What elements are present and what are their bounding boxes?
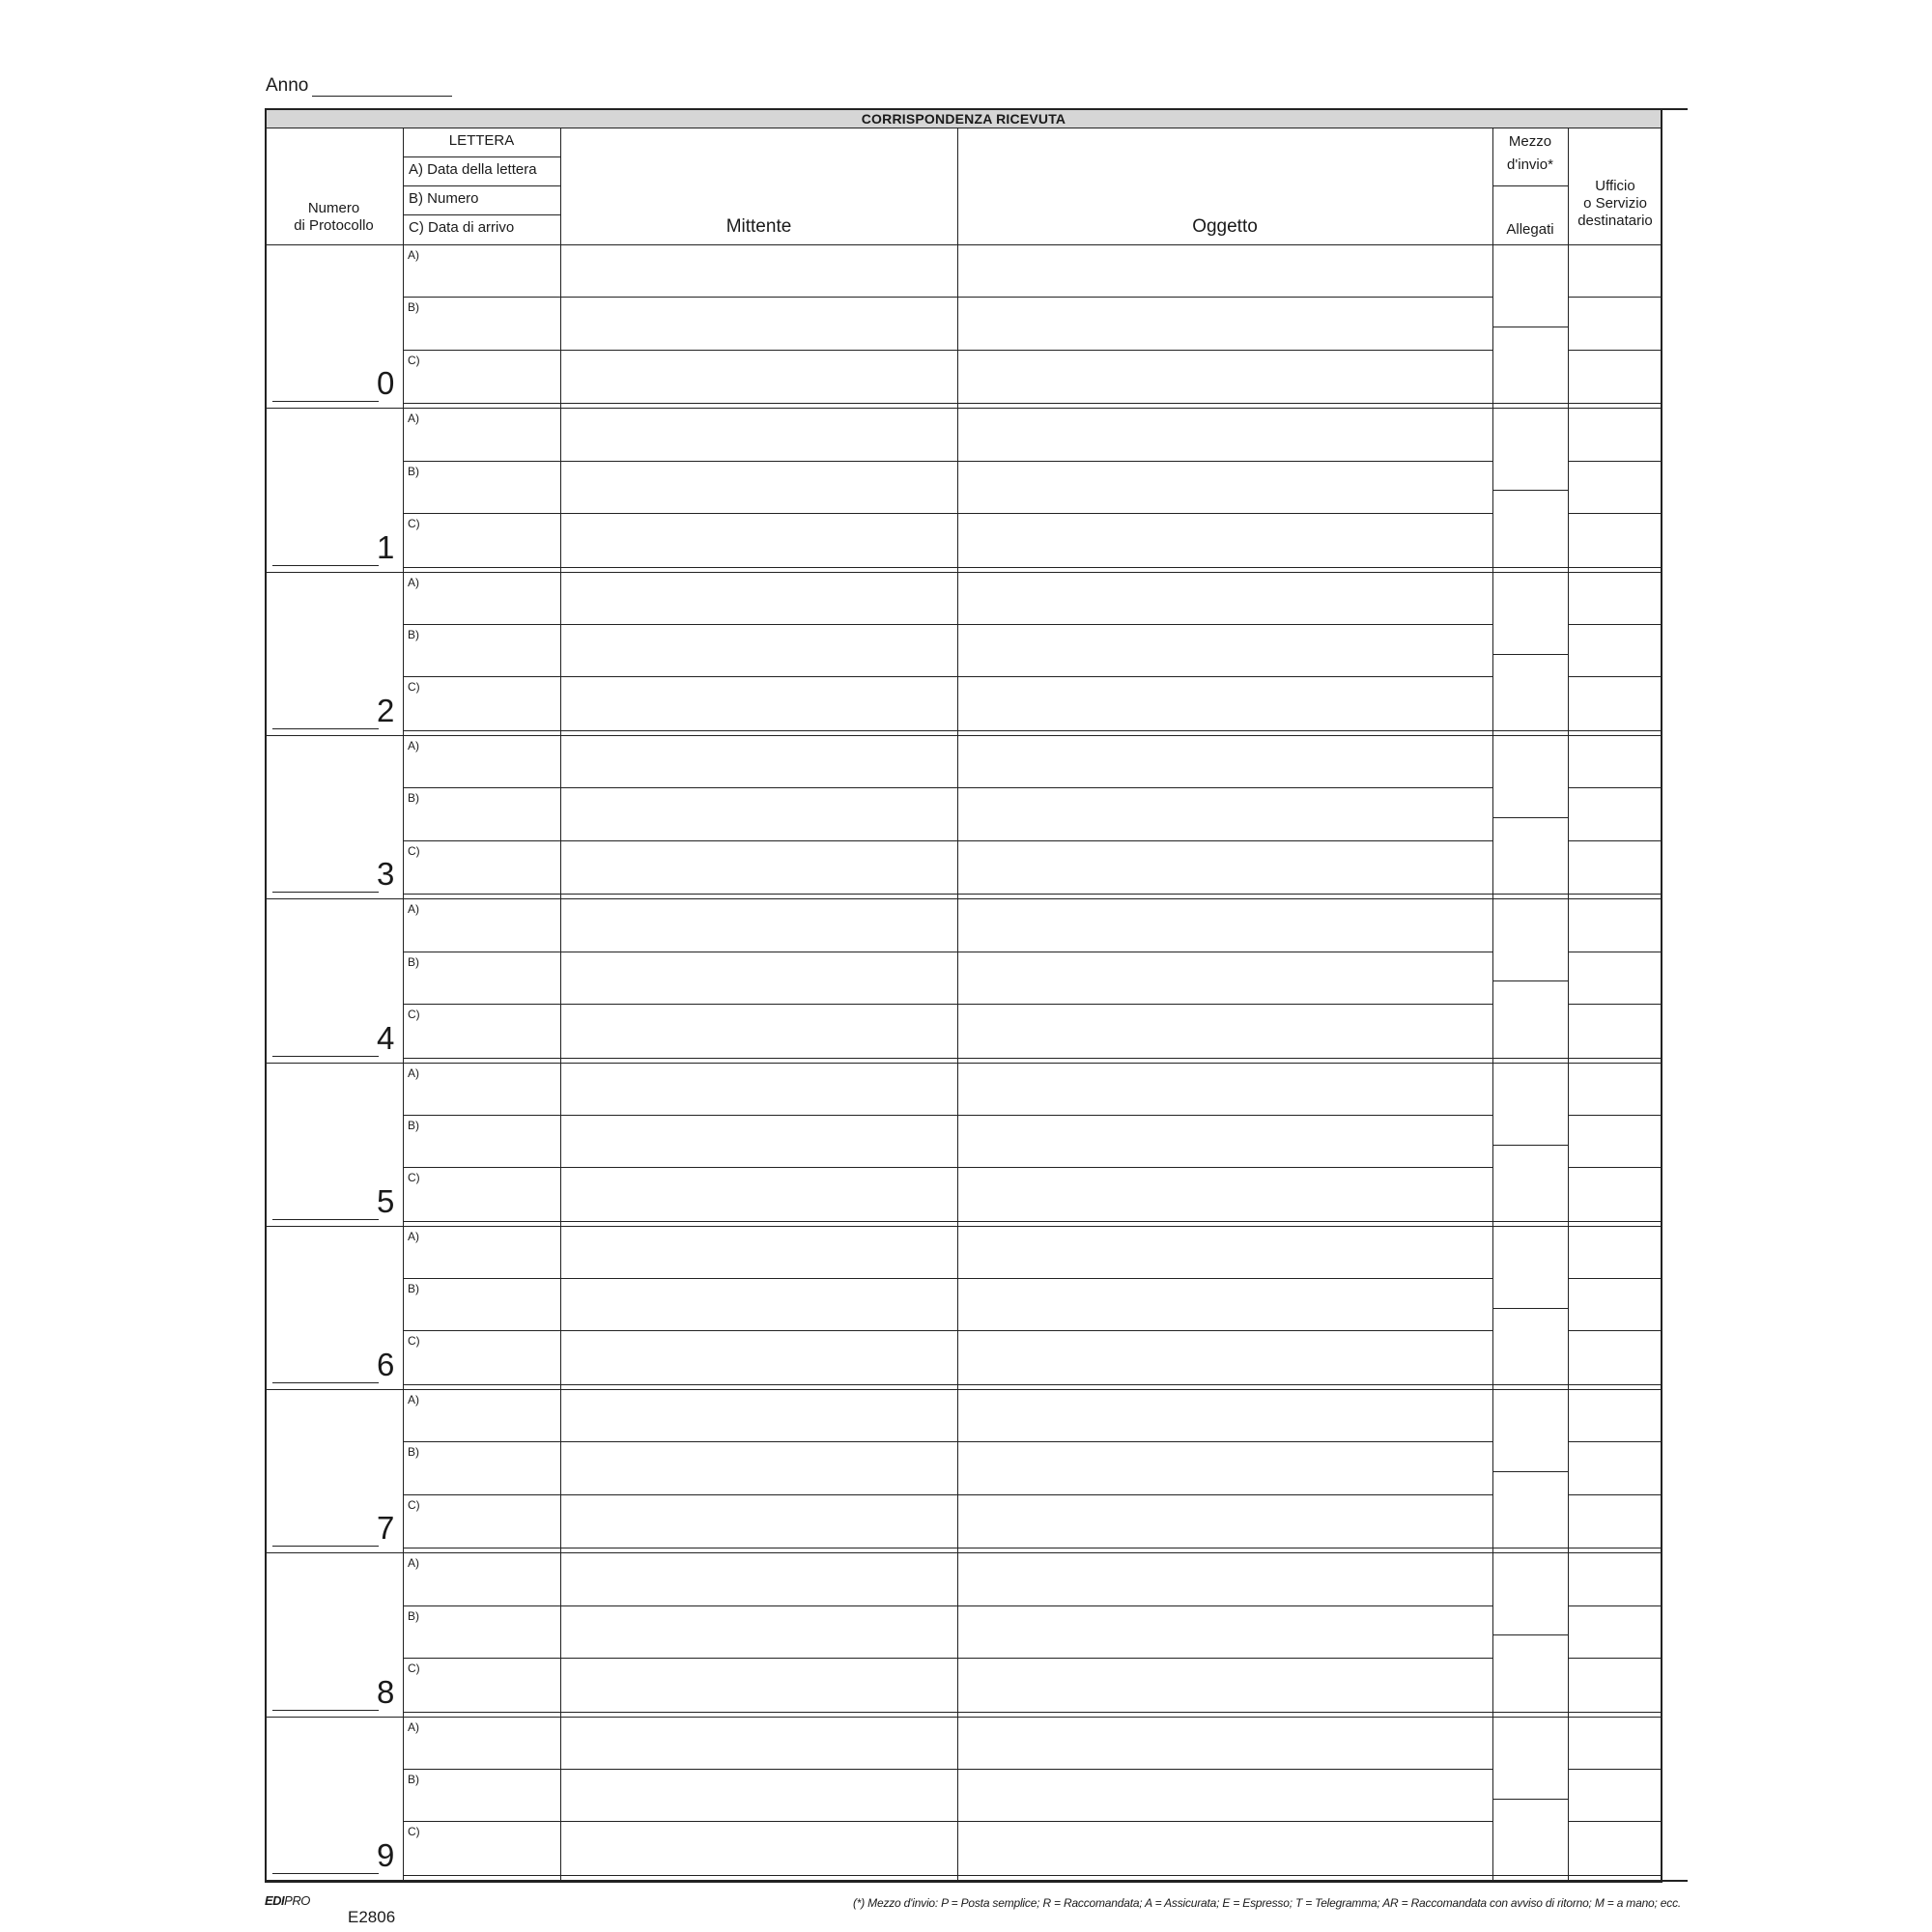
sub-label: B) [408,791,419,806]
sub-row-line [560,1441,1492,1442]
sub-label: C) [408,680,420,695]
sub-row-line [1568,1658,1662,1659]
sub-label: C) [408,1662,420,1675]
sub-row-line [1568,1441,1662,1442]
header-data-arrivo: C) Data di arrivo [409,219,515,236]
header-allegati: Allegati [1506,221,1554,238]
sub-row-line [403,297,560,298]
header-ufficio-3: destinatario [1577,213,1653,229]
sub-row-line [403,1167,560,1168]
sub-label: A) [408,1393,419,1407]
protocol-number: 3 [377,856,395,893]
protocol-blank [272,1518,379,1547]
protocol-blank [272,1191,379,1220]
sub-row-line [560,1167,1492,1168]
sub-row-line [560,1004,1492,1005]
sub-row-line [560,297,1492,298]
sub-label: B) [408,1282,419,1296]
column-divider [560,128,561,1881]
sub-row-line [403,787,560,788]
sub-label: A) [408,412,419,426]
group-rule [265,408,1662,409]
protocol-blank [272,1682,379,1711]
protocol-number: 2 [377,692,395,728]
sub-row-line [403,676,560,677]
section-banner: CORRISPONDENZA RICEVUTA [267,110,1661,128]
sub-row-line [403,1004,560,1005]
header-dinvio: d'invio* [1507,156,1553,173]
sub-row-line [403,1494,560,1495]
sub-row-line [1568,461,1662,462]
sub-label: C) [408,843,420,858]
sub-row-line [403,1115,560,1116]
protocol-number: 0 [377,365,395,402]
sub-row-line [403,350,560,351]
header-di-protocollo: di Protocollo [294,217,374,234]
sub-label: B) [408,1445,419,1460]
sub-row-line [1568,1330,1662,1331]
allegati-divider [1492,1471,1568,1472]
sub-row-line [1568,1769,1662,1770]
sub-label: B) [408,627,419,641]
allegati-divider [1492,1634,1568,1635]
group-rule [265,1063,1662,1064]
sub-row-line [403,840,560,841]
sub-label: B) [408,464,419,478]
allegati-divider [1492,1145,1568,1146]
sub-label: C) [408,516,420,530]
anno-field [266,75,452,97]
sub-row-line [403,1821,560,1822]
group-rule [265,572,1662,573]
header-ufficio [1568,178,1662,230]
sub-row-line [403,1441,560,1442]
header-ufficio-1: Ufficio [1595,178,1635,194]
sub-label: A) [408,575,419,589]
sub-label: A) [408,1556,419,1571]
sub-label: A) [408,1719,419,1734]
sub-label: B) [408,1118,419,1132]
sub-row-line [560,840,1492,841]
protocol-number: 8 [377,1673,395,1710]
protocol-number: 1 [377,528,395,565]
protocol-number: 7 [377,1510,395,1547]
group-rule [265,1389,1662,1390]
sub-row-line [560,1278,1492,1279]
footnote-mezzo-invio: (*) Mezzo d'invio: P = Posta semplice; R = Raccomandata; A = Assicurata; E = Espresso; T = Telegramma; AR = Raccomandata con avviso di ritorno; M = a mano; ecc. [852,1896,1681,1910]
brand-light: PRO [284,1893,310,1908]
sub-label: C) [408,1825,420,1839]
header-numero: Numero [307,200,360,216]
sub-row-line [560,1821,1492,1822]
protocol-blank [272,1845,379,1874]
sub-row-line [560,1769,1492,1770]
sub-row-line [560,1605,1492,1606]
sub-row-line [403,1278,560,1279]
protocol-blank [272,700,379,729]
sub-row-line [560,461,1492,462]
protocol-blank [272,864,379,893]
sub-row-line [403,1330,560,1331]
sub-label: A) [408,738,419,753]
sub-row-line [1568,624,1662,625]
header-lettera: LETTERA [448,132,515,149]
protocol-blank [272,1028,379,1057]
register-form [265,108,1682,1883]
sub-row-line [1568,513,1662,514]
protocol-blank [272,537,379,566]
sub-row-line [403,1605,560,1606]
sub-row-line [1568,676,1662,677]
form-bottom-rule [265,1880,1688,1882]
sub-row-line [560,350,1492,351]
header-divider [403,185,560,186]
sub-row-line [403,461,560,462]
header-bottom-rule [265,244,1662,245]
sub-row-line [1568,1278,1662,1279]
sub-row-line [560,676,1492,677]
allegati-divider [1492,980,1568,981]
group-rule [265,735,1662,736]
sub-label: C) [408,353,420,367]
group-rule [403,567,1662,568]
allegati-divider [1492,490,1568,491]
header-numero-b: B) Numero [409,190,479,207]
column-divider [403,128,404,1881]
protocol-number: 5 [377,1182,395,1219]
header-ufficio-2: o Servizio [1583,195,1647,212]
group-rule [403,1712,1662,1713]
allegati-divider [1492,1308,1568,1309]
sub-label: A) [408,1229,419,1243]
form-code: E2806 [348,1908,396,1926]
sub-row-line [560,624,1492,625]
sub-label: C) [408,1007,420,1021]
sub-row-line [1568,1821,1662,1822]
sub-label: B) [408,300,419,315]
sub-row-line [1568,350,1662,351]
group-rule [265,898,1662,899]
group-rule [403,1875,1662,1876]
sub-label: C) [408,1171,420,1185]
sub-row-line [1568,1004,1662,1005]
sub-row-line [1568,787,1662,788]
sub-label: B) [408,1773,419,1786]
sub-row-line [1568,1494,1662,1495]
header-numero-protocollo [265,200,403,235]
sub-row-line [560,513,1492,514]
protocol-number: 4 [377,1019,395,1056]
sub-label: A) [408,902,419,917]
sub-row-line [403,513,560,514]
sub-row-line [1568,1605,1662,1606]
group-rule [403,894,1662,895]
sub-label: A) [408,1065,419,1080]
brand-logo [265,1893,310,1908]
sub-label: A) [408,248,419,262]
group-rule [265,1552,1662,1553]
column-divider [957,128,958,1881]
sub-row-line [1568,1167,1662,1168]
header-mezzo: Mezzo [1508,133,1552,150]
sub-row-line [1568,1115,1662,1116]
anno-label: Anno [266,75,309,96]
header-mezzo-invio [1492,133,1568,174]
group-rule [265,1226,1662,1227]
header-divider [1492,185,1568,186]
group-rule [403,1384,1662,1385]
group-rule [265,1717,1662,1718]
header-divider [403,214,560,215]
column-divider [1568,128,1569,1881]
allegati-divider [1492,817,1568,818]
group-rule [403,730,1662,731]
group-rule [403,403,1662,404]
form-frame [265,108,1662,1883]
allegati-divider [1492,654,1568,655]
header-oggetto: Oggetto [1192,216,1258,237]
sub-label: C) [408,1334,420,1349]
column-divider [1492,128,1493,1881]
sub-row-line [403,624,560,625]
sub-row-line [1568,840,1662,841]
group-rule [403,1058,1662,1059]
header-data-lettera: A) Data della lettera [409,161,537,178]
sub-row-line [560,1330,1492,1331]
allegati-divider [1492,1799,1568,1800]
sub-row-line [560,787,1492,788]
group-rule [403,1221,1662,1222]
protocol-blank [272,373,379,402]
protocol-blank [272,1354,379,1383]
sub-row-line [403,1658,560,1659]
protocol-number: 6 [377,1347,395,1383]
sub-row-line [1568,297,1662,298]
sub-row-line [560,1658,1492,1659]
header-divider [403,156,560,157]
sub-label: B) [408,954,419,969]
sub-label: B) [408,1608,419,1623]
sub-row-line [403,1769,560,1770]
sub-row-line [560,1115,1492,1116]
anno-blank [312,79,452,97]
sub-label: C) [408,1497,420,1512]
brand-bold: EDI [265,1893,285,1908]
protocol-number: 9 [377,1837,395,1873]
header-mittente: Mittente [725,216,792,237]
sub-row-line [560,1494,1492,1495]
